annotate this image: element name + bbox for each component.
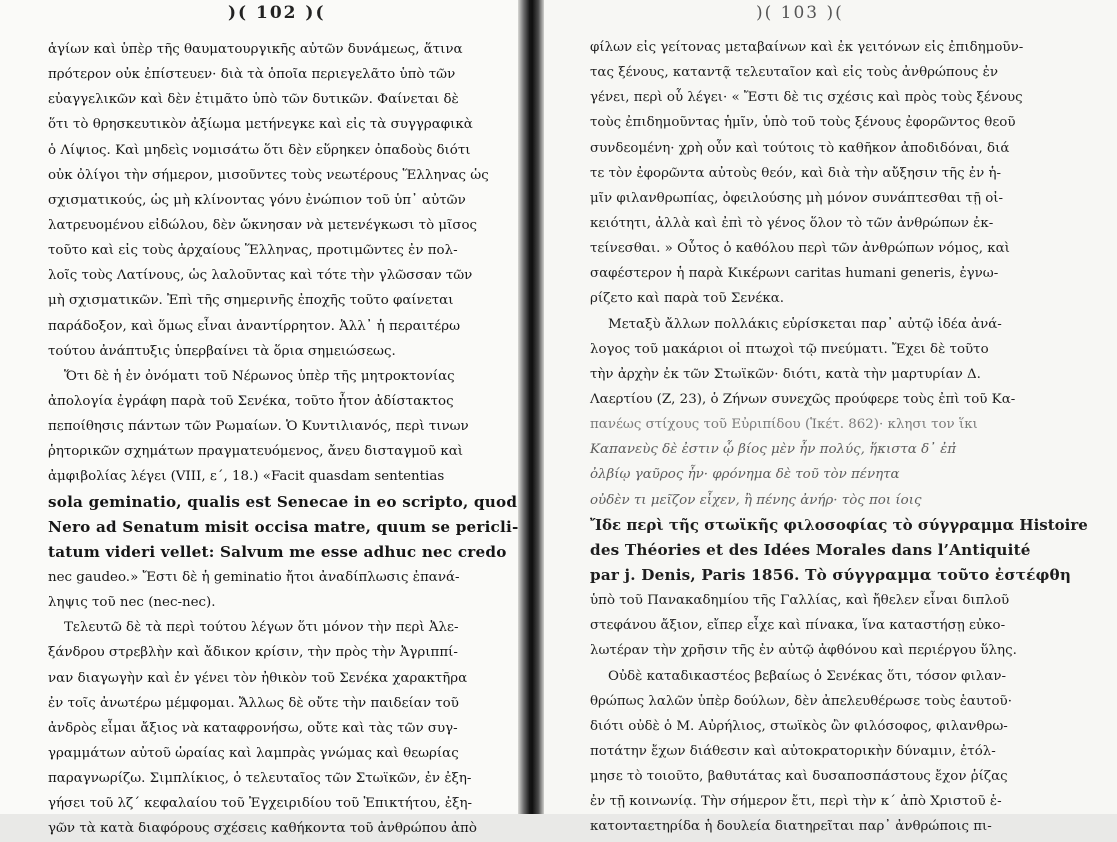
text-line: μησε τὸ τοιοῦτο, βαθυτάτας καὶ δυσαποσπάστους ἔχον ῥίζας [590, 769, 1008, 785]
left-page-number: )( 102 )( [228, 3, 326, 23]
text-line: τε τὸν ἐφορῶντα αὐτοὺς θεόν, καὶ διὰ τὴν αὔξησιν τῆς ἐν ἡ- [590, 165, 1002, 181]
text-line: λωτέραν τὴν χρῆσιν τῆς ἐν αὐτῷ ἀφθόνου καὶ περιέργου ὕλης. [590, 643, 1017, 659]
text-line: ὁ Λίψιος. Καὶ μηδεὶς νομισάτω ὅτι δὲν εὕρηκεν ὀπαδοὺς διότι [48, 142, 471, 158]
text-line: Καπανεὺς δὲ ἐστιν ᾧ βίος μὲν ἦν πολύς, ἥκιστα δ᾽ ἐπ̓ [590, 442, 957, 458]
right-page [544, 0, 1117, 835]
text-line: λοῖς τοὺς Λατίνους, ὡς λαλοῦντας καὶ τότε τὴν γλῶσσαν τῶν [48, 268, 473, 284]
text-line: ἀνδρὸς εἶμαι ἄξιος νὰ καταφρονήσω, οὔτε καὶ τὰς τῶν συγ- [48, 720, 458, 736]
text-line: μὴ σχισματικῶν. Ἐπὶ τῆς σημερινῆς ἐποχῆς τοῦτο φαίνεται [48, 293, 454, 309]
text-line: παράδοξον, καὶ ὅμως εἶναι ἀναντίρρητον. Ἀλλ᾽ ἡ περαιτέρω [48, 318, 461, 334]
text-line: Μεταξὺ ἄλλων πολλάκις εὑρίσκεται παρ᾽ αὐτῷ ἰδέα ἀνά- [608, 316, 1002, 332]
text-line: στεφάνου ἄξιον, εἴπερ εἶχε καὶ πίνακα, ἵνα καταστήσῃ εὐκο- [590, 618, 1006, 634]
text-line: ὑπὸ τοῦ Πανακαδημίου τῆς Γαλλίας, καὶ ἤθελεν εἶναι διπλοῦ [590, 593, 1010, 609]
text-line: ἐν τοῖς ἀνωτέρω μέμφομαι. Ἄλλως δὲ οὔτε τὴν παιδείαν τοῦ [48, 695, 459, 711]
text-line: γραμμάτων αὐτοῦ ὡραίας καὶ λαμπρὰς γνώμας καὶ θεωρίας [48, 745, 459, 761]
text-line: ὀλβίῳ γαῦρος ἦν· φρόνημα δὲ τοῦ τὸν πένητα [590, 467, 900, 483]
text-line: παραγνωρίζω. Σιμπλίκιος, ὁ τελευταῖος τῶν Στωϊκῶν, ἐν ἐξη- [48, 771, 472, 787]
text-line: σαφέστερον ἡ παρὰ Κικέρωνι caritas humani generis, ἐγνω- [590, 266, 999, 282]
text-line: σχισματικούς, ὡς μὴ κλίνοντας γόνυ ἐνώπιον τοῦ ὑπ᾽ αὐτῶν [48, 192, 466, 208]
text-line: λατρευομένου εἰδώλου, δὲν ὤκνησαν νὰ μετενέγκωσι τὸ μῖσος [48, 217, 478, 233]
text-line: ἀπολογία ἐγράφη παρὰ τοῦ Σενέκα, τοῦτο ἦτον ἀδίστακτος [48, 393, 454, 409]
text-line: ῥητορικῶν σχημάτων πραγματευόμενος, ἄνευ δισταγμοῦ καὶ [48, 444, 464, 460]
text-line: εὐαγγελικῶν καὶ δὲν ἐτιμᾶτο ὑπὸ τῶν δυτικῶν. Φαίνεται δὲ [48, 92, 459, 108]
text-line: πεποίθησις πάντων τῶν Ρωμαίων. Ὁ Κυντιλιανός, περὶ τινων [48, 419, 469, 435]
text-line: Ὅτι δὲ ἡ ἐν ὀνόματι τοῦ Νέρωνος ὑπὲρ τῆς μητροκτονίας [64, 368, 455, 384]
text-line: ἁγίων καὶ ὑπὲρ τῆς θαυματουργικῆς αὐτῶν δυνάμεως, ἅτινα [48, 42, 463, 57]
left-page-text [48, 37, 519, 842]
text-line: par j. Denis, Paris 1856. Τὸ σύγγραμμα τοῦτο ἐστέφθη [590, 565, 1072, 584]
text-line: Λαερτίου (Ζ, 23), ὁ Ζήνων συνεχῶς προύφερε τοὺς ἐπὶ τοῦ Κα- [590, 391, 1016, 407]
left-page [0, 0, 519, 837]
text-line: τας ξένους, καταντᾷ τελευταῖον καὶ εἰς τοὺς ἀνθρώπους ἐν [590, 65, 999, 81]
text-line: τείνεσθαι. » Οὗτος ὁ καθόλου περὶ τῶν ἀνθρώπων νόμος, καὶ [590, 241, 1010, 257]
right-page-text [590, 35, 1105, 840]
text-line: πρότερον οὐκ ἐπίστευεν· διὰ τὰ ὁποῖα περιεγελᾶτο ὑπὸ τῶν [48, 67, 456, 83]
text-line: γῶν τὰ κατὰ διαφόρους σχέσεις καθήκοντα τοῦ ἀνθρώπου ἀπὸ [48, 821, 477, 837]
text-line: τοὺς ἐπιδημοῦντας ἡμῖν, ὑπὸ τοῦ τοὺς ξένους ἐφορῶντος θεοῦ [590, 115, 1016, 131]
text-line: πανέως στίχους τοῦ Εὐριπίδου (Ἱκέτ. 862)· κλησι τον ἵκι [590, 417, 978, 433]
text-line: ὅτι τὸ θρησκευτικὸν ἀξίωμα μετήνεγκε καὶ εἰς τὰ συγγραφικὰ [48, 117, 473, 133]
right-page-number: )( 103 )( [756, 3, 844, 23]
text-line: nec gaudeo.» Ἔστι δὲ ἡ geminatio ἤτοι ἀναδίπλωσις ἐπανά- [48, 569, 460, 585]
text-line: ναν διαγωγὴν καὶ ἐν γένει τὸν ἠθικὸν τοῦ Σενέκα χαρακτῆρα [48, 670, 468, 686]
text-line: διότι οὐδὲ ὁ Μ. Αὐρήλιος, στωϊκὸς ὢν φιλόσοφος, φιλανθρω- [590, 718, 1008, 734]
book-gutter [518, 0, 544, 814]
text-line: tatum videri vellet: Salvum me esse adhuc nec credo [48, 542, 507, 561]
text-line: γένει, περὶ οὗ λέγει· « Ἔστι δὲ τις σχέσις καὶ πρὸς τοὺς ξένους [590, 90, 1023, 106]
text-line: λογος τοῦ μακάριοι οἱ πτωχοὶ τῷ πνεύματι. Ἔχει δὲ τοῦτο [590, 341, 989, 357]
text-line: sola geminatio, qualis est Senecae in eo scripto, quod [48, 492, 518, 511]
text-line: μῖν φιλανθρωπίας, ὀφειλούσης μὴ μόνον συνάπτεσθαι τῇ οἰ- [590, 190, 1004, 206]
text-line: des Théories et des Idées Morales dans l’Antiquité [590, 540, 1031, 559]
text-line: ἐν τῇ κοινωνίᾳ. Τὴν σήμερον ἔτι, περὶ τὴν κ΄ ἀπὸ Χριστοῦ ἑ- [590, 794, 1002, 810]
text-line: ἀμφιβολίας λέγει (VIII, ε΄, 18.) «Facit quasdam sententias [48, 469, 445, 485]
text-line: κειότητι, ἀλλὰ καὶ ἐπὶ τὸ γένος ὅλον τὸ τῶν ἀνθρώπων ἐκ- [590, 215, 994, 231]
text-line: φίλων εἰς γείτονας μεταβαίνων καὶ ἐκ γειτόνων εἰς ἐπιδημοῦν- [590, 40, 1024, 55]
text-line: ληψις τοῦ nec (nec-nec). [48, 595, 216, 611]
text-line: ξάνδρου στρεβλὴν καὶ ἄδικον κρίσιν, τὴν πρὸς τὴν Ἀγριππί- [48, 645, 458, 661]
text-line: τοῦτο καὶ εἰς τοὺς ἀρχαίους Ἕλληνας, προτιμῶντες ἐν πολ- [48, 243, 458, 259]
text-line: οὐδὲν τι μεῖζον εἶχεν, ἢ πένης ἀνήρ· τὸς ποι ίοις [590, 492, 922, 508]
text-line: κατονταετηρίδα ἡ δουλεία διατηρεῖται παρ᾽ ἀνθρώποις πι- [590, 819, 992, 835]
text-line: οὐκ ὀλίγοι τὴν σήμερον, μισοῦντες τοὺς νεωτέρους Ἕλληνας ὡς [48, 167, 489, 183]
text-line: τούτου ἀνάπτυξις ὑπερβαίνει τὰ ὅρια σημειώσεως. [48, 343, 396, 359]
text-line: Τελευτῶ δὲ τὰ περὶ τούτου λέγων ὅτι μόνον τὴν περὶ Ἀλε- [64, 620, 459, 636]
text-line: θρώπως λαλῶν ὑπὲρ δούλων, δὲν ἀπελευθέρωσε τοὺς ἑαυτοῦ· [590, 693, 1012, 709]
text-line: συνδεομένη· χρὴ οὖν καὶ τούτοις τὸ καθῆκον ἀποδιδόναι, διά [590, 140, 1010, 156]
text-line: ποτάτην ἔχων διάθεσιν καὶ αὐτοκρατορικὴν δύναμιν, ἐτόλ- [590, 743, 996, 759]
text-line: Ἴδε περὶ τῆς στωϊκῆς φιλοσοφίας τὸ σύγγραμμα Histoire [590, 515, 1088, 534]
text-line: Nero ad Senatum misit occisa matre, quum se pericli- [48, 517, 519, 536]
text-line: τὴν ἀρχὴν ἐκ τῶν Στωϊκῶν· διότι, κατὰ τὴν μαρτυρίαν Δ. [590, 366, 981, 382]
text-line: γήσει τοῦ λζ΄ κεφαλαίου τοῦ Ἐγχειριδίου τοῦ Ἐπικτήτου, ἐξη- [48, 796, 472, 812]
text-line: Οὐδὲ καταδικαστέος βεβαίως ὁ Σενέκας ὅτι, τόσον φιλαν- [608, 668, 1006, 684]
text-line: ρίζετο καὶ παρὰ τοῦ Σενέκα. [590, 291, 784, 307]
